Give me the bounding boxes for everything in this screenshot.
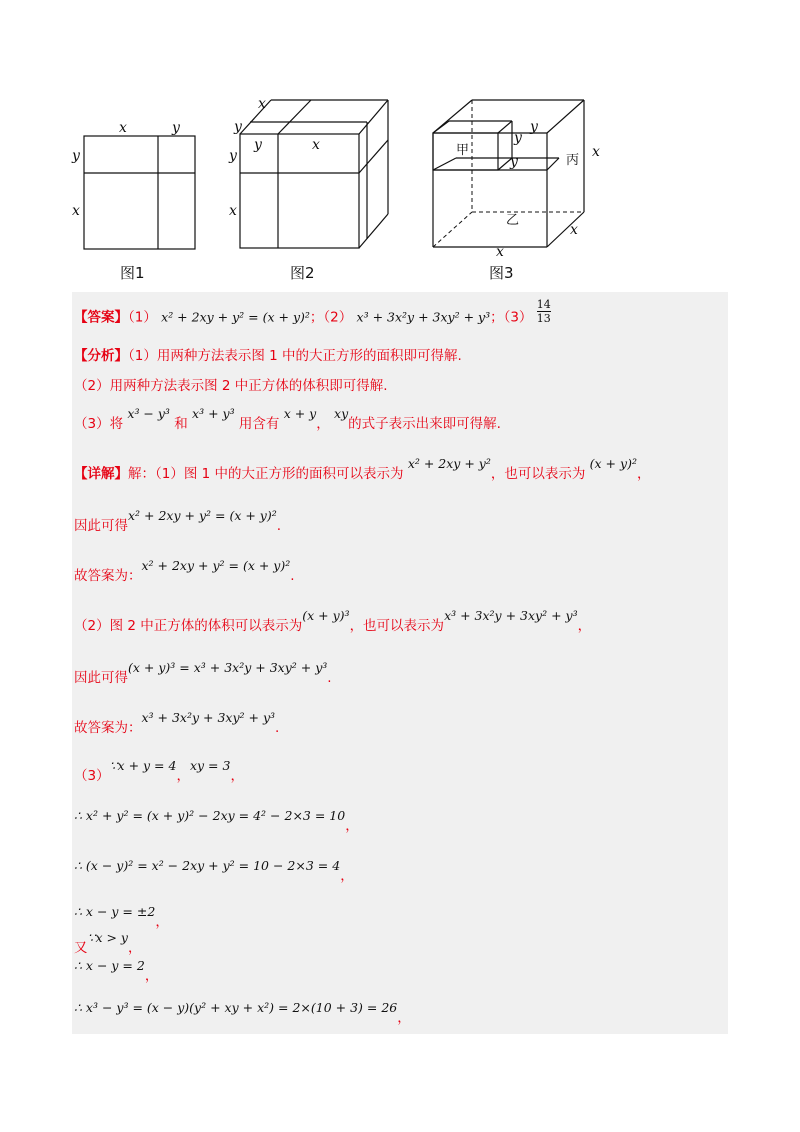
answer-eq2: x³ + 3x²y + 3xy² + y³ xyxy=(356,309,491,325)
answer-sep1: ； xyxy=(309,309,324,326)
detail-s10-b: ， xyxy=(155,914,169,930)
detail-s3-b: . xyxy=(290,568,295,584)
detail-s5-b: . xyxy=(327,670,332,686)
detail-s3-a: 故答案为： xyxy=(74,568,142,584)
detail-s7-math2: xy = 3 xyxy=(189,758,231,773)
answer-fraction xyxy=(537,298,551,325)
detail-s11-math: ∵x > y xyxy=(87,930,128,945)
fig3-y-label-c: y xyxy=(510,154,518,170)
detail-s2-math: x² + 2xy + y² = (x + y)² xyxy=(128,508,277,523)
figure-3-caption: 图3 xyxy=(489,264,514,282)
detail-line-12 xyxy=(74,958,159,986)
detail-line-2 xyxy=(74,508,282,536)
fig3-yi-label: 乙 xyxy=(506,213,520,228)
detail-line-5 xyxy=(74,660,332,688)
detail-label: 【详解】 xyxy=(74,466,128,482)
detail-s11-b: ， xyxy=(128,940,142,956)
detail-s12-math: ∴ x − y = 2 xyxy=(74,958,145,973)
fig3-bing-label: 丙 xyxy=(566,153,580,168)
detail-s5-math: (x + y)³ = x³ + 3x²y + 3xy² + y³ xyxy=(128,660,328,675)
fig1-x-top-label: x xyxy=(119,120,127,136)
figure-1-caption: 图1 xyxy=(120,264,145,282)
detail-s4-c: ， xyxy=(577,618,592,634)
answer-frac-numerator: 14 xyxy=(536,298,551,311)
figure-2-cube xyxy=(240,100,388,248)
detail-s12-b: ， xyxy=(144,968,159,984)
detail-s1-b: ，也可以表示为 xyxy=(490,466,586,482)
fig2-x-inner-label: x xyxy=(312,137,320,153)
fig1-y-left-label: y xyxy=(72,148,80,164)
fig3-y-label-b: y xyxy=(514,130,522,146)
figure-1-square xyxy=(84,136,195,249)
fig3-x-bottom-label: x xyxy=(496,244,504,260)
answer-sep2: ； xyxy=(490,309,504,326)
detail-line-1 xyxy=(74,456,651,484)
detail-line-11 xyxy=(74,930,142,958)
analysis-label: 【分析】 xyxy=(74,348,128,364)
answer-part1-marker: （1） xyxy=(128,309,157,326)
analysis-text-1: （1）用两种方法表示图 1 中的大正方形的面积即可得解. xyxy=(128,348,462,364)
detail-s6-a: 故答案为： xyxy=(74,720,142,736)
detail-line-3 xyxy=(74,558,295,586)
analysis-l3-d: ， xyxy=(316,416,330,432)
analysis-line-1 xyxy=(74,346,462,366)
detail-s1-a: 解：（1）图 1 中的大正方形的面积可以表示为 xyxy=(128,466,404,482)
analysis-l3-a: （3）将 xyxy=(74,416,124,432)
detail-s2-b: . xyxy=(276,518,282,534)
detail-s3-math: x² + 2xy + y² = (x + y)² xyxy=(141,558,291,573)
fig1-y-top-label: y xyxy=(172,120,180,136)
detail-s8-b: ， xyxy=(345,818,359,834)
analysis-l3-c: 用含有 xyxy=(238,416,280,432)
detail-s1-c: ， xyxy=(636,466,651,482)
detail-s7-b: ， xyxy=(176,768,190,784)
detail-s1-math1: x² + 2xy + y² xyxy=(407,456,491,471)
detail-line-4 xyxy=(74,608,592,636)
fig3-jia-label: 甲 xyxy=(456,143,470,158)
fig2-x-back-label: x xyxy=(258,96,266,112)
detail-s7-c: ， xyxy=(230,768,244,784)
figures-area xyxy=(0,0,800,290)
analysis-line-3 xyxy=(74,406,501,434)
analysis-l3-math1: x³ − y³ xyxy=(127,406,170,421)
answer-eq1: x² + 2xy + y² = (x + y)² xyxy=(161,309,310,325)
detail-s6-math: x³ + 3x²y + 3xy² + y³ xyxy=(141,710,276,725)
figures-svg xyxy=(0,0,800,290)
detail-s13-b: ， xyxy=(397,1010,411,1026)
answer-label: 【答案】 xyxy=(74,309,128,326)
analysis-l3-math4: xy xyxy=(334,406,349,421)
detail-s1-math2: (x + y)² xyxy=(589,456,637,471)
detail-s8-math: ∴ x² + y² = (x + y)² − 2xy = 4² − 2×3 = 10 xyxy=(74,808,346,823)
detail-line-9 xyxy=(74,858,354,886)
detail-line-6 xyxy=(74,710,280,738)
detail-s11-a: 又 xyxy=(74,940,88,956)
detail-s9-b: ， xyxy=(340,868,354,884)
detail-s2-a: 因此可得 xyxy=(74,518,128,534)
fig3-x-corner-label: x xyxy=(570,222,578,238)
answer-part2-marker: （2） xyxy=(323,309,353,326)
detail-s7-a: （3） xyxy=(74,768,110,784)
detail-s4-b: ，也可以表示为 xyxy=(349,618,445,634)
detail-s6-b: . xyxy=(275,720,280,736)
analysis-line-2: （2）用两种方法表示图 2 中正方体的体积即可得解. xyxy=(74,378,388,394)
answer-line xyxy=(74,298,551,331)
detail-line-8 xyxy=(74,808,359,836)
detail-line-10 xyxy=(74,904,169,932)
fig3-y-label-a: y xyxy=(530,119,538,135)
detail-line-13 xyxy=(74,1000,411,1028)
fig2-x-left-label: x xyxy=(229,203,237,219)
detail-line-7 xyxy=(74,758,244,786)
fig2-y-side-label: y xyxy=(234,119,242,135)
figure-2-caption: 图2 xyxy=(290,264,315,282)
detail-s4-a: （2）图 2 中正方体的体积可以表示为 xyxy=(74,618,303,634)
detail-s9-math: ∴ (x − y)² = x² − 2xy + y² = 10 − 2×3 = 4 xyxy=(74,858,341,873)
answer-part3-marker: （3） xyxy=(503,309,533,326)
analysis-l3-b: 和 xyxy=(174,416,188,432)
detail-s7-math1: ∵x + y = 4 xyxy=(109,758,177,773)
detail-s10-math: ∴ x − y = ±2 xyxy=(74,904,156,919)
fig2-y-left-label: y xyxy=(229,148,237,164)
analysis-l3-math2: x³ + y³ xyxy=(192,406,235,421)
answer-frac-denominator: 13 xyxy=(536,312,551,325)
fig3-x-right-label: x xyxy=(592,144,600,160)
detail-s5-a: 因此可得 xyxy=(74,670,128,686)
detail-s13-math: ∴ x³ − y³ = (x − y)(y² + xy + x²) = 2×(10 + 3) = 26 xyxy=(74,1000,398,1015)
analysis-l3-e: 的式子表示出来即可得解. xyxy=(348,416,501,432)
detail-s4-math2: x³ + 3x²y + 3xy² + y³ xyxy=(444,608,578,623)
analysis-l3-math3: x + y xyxy=(283,406,317,421)
fig1-x-left-label: x xyxy=(72,203,80,219)
fig2-y-inner-label: y xyxy=(254,137,262,153)
detail-s4-math1: (x + y)³ xyxy=(302,608,350,623)
